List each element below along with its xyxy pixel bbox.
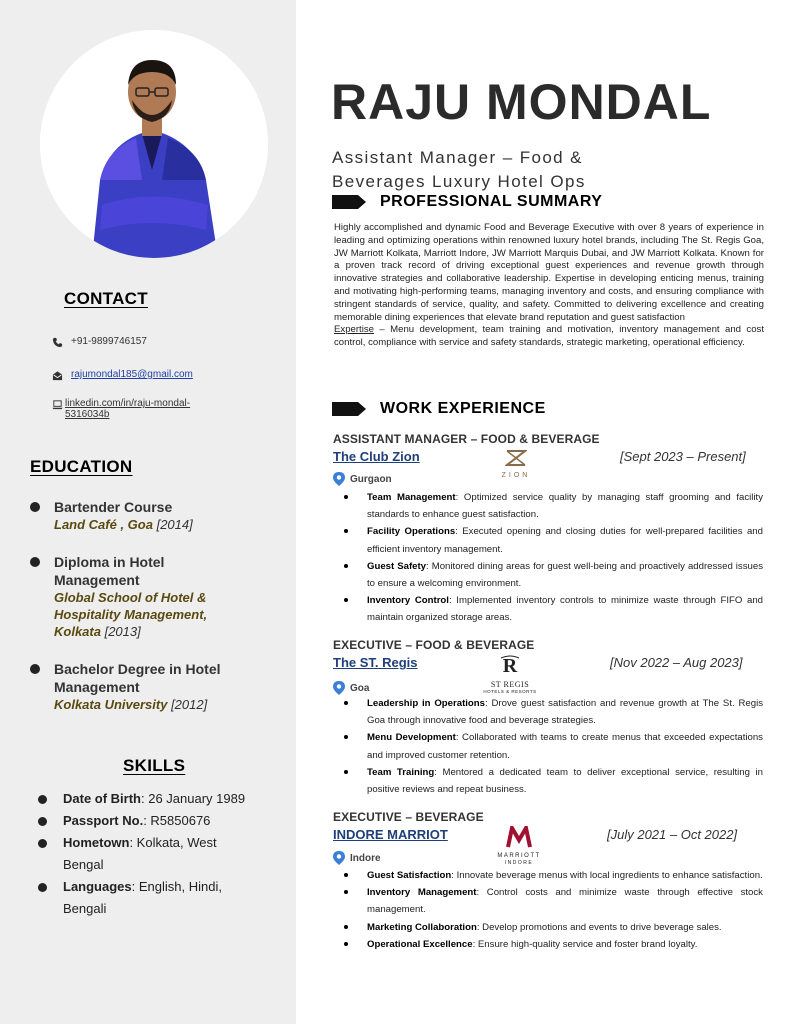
list-item: Inventory Control: Implemented inventory controls to minimize waste through FIFO and maintain organized storage areas.	[343, 592, 763, 626]
bullet-icon	[30, 557, 40, 567]
experience-heading: WORK EXPERIENCE	[332, 400, 546, 418]
email-link[interactable]: rajumondal185@gmail.com	[71, 369, 193, 380]
list-item: Facility Operations: Executed opening and closing duties for well-prepared facilities and efficient inventory management.	[343, 523, 763, 557]
list-item: Marketing Collaboration: Develop promotions and events to drive beverage sales.	[343, 919, 763, 936]
linkedin-link[interactable]: linkedin.com/in/raju-mondal-5316034b	[65, 398, 191, 420]
zion-logo-icon	[505, 450, 527, 466]
job-bullets	[343, 867, 763, 953]
phone-icon	[52, 337, 63, 348]
zion-logo: ZION	[486, 450, 546, 479]
arrow-right-icon	[332, 195, 366, 209]
expertise-label: Expertise	[334, 324, 374, 336]
skill-item: Date of Birth: 26 January 1989	[38, 788, 278, 810]
education-heading: EDUCATION	[30, 457, 133, 476]
education-institution: Land Café , Goa	[54, 517, 153, 532]
location-pin-icon	[333, 681, 345, 695]
education-title: Bartender Course	[54, 499, 173, 515]
job-location: Indore	[333, 851, 381, 865]
education-year: [2013]	[104, 624, 141, 639]
st-regis-logo: R ST REGIS HOTELS & RESORTS	[483, 655, 537, 694]
marriott-logo-icon	[506, 826, 532, 848]
education-item	[30, 660, 280, 713]
skill-item: Hometown: Kolkata, West Bengal	[38, 832, 278, 876]
job-bullets	[343, 695, 763, 798]
candidate-title: Assistant Manager – Food & Beverages Luxury Hotel Ops	[332, 148, 586, 191]
list-item: Team Management: Optimized service quality by managing staff grooming and facility standards to enhance guest satisfaction.	[343, 489, 763, 523]
location-pin-icon	[333, 851, 345, 865]
contact-phone	[52, 336, 147, 348]
mail-icon	[52, 370, 63, 381]
education-title: Bachelor Degree in Hotel Management	[54, 661, 221, 695]
contact-linkedin	[52, 398, 252, 420]
list-item: Operational Excellence: Ensure high-quality service and foster brand loyalty.	[343, 936, 763, 953]
job-dates: [Sept 2023 – Present]	[620, 449, 746, 464]
job-location: Goa	[333, 681, 369, 695]
job-role: EXECUTIVE – FOOD & BEVERAGE	[333, 638, 535, 652]
job-dates: [Nov 2022 – Aug 2023]	[610, 655, 743, 670]
laptop-icon	[52, 399, 63, 410]
list-item: Leadership in Operations: Drove guest satisfaction and revenue growth at The St. Regis Goa through innovative food and beverage strategies.	[343, 695, 763, 729]
education-institution: Kolkata University	[54, 697, 168, 712]
contact-email	[52, 369, 193, 381]
skills-heading: SKILLS	[123, 756, 186, 775]
sidebar	[0, 0, 296, 1024]
job-dates: [July 2021 – Oct 2022]	[607, 827, 738, 842]
summary-text: Highly accomplished and dynamic Food and Beverage Executive with over 8 years of experience in leading and optimizing operations within renowned luxury hotel brands, including The St. Regis Goa, JW Marriott Kolkata, Marriott Indore, JW Marriott Marquis Dubai, and JW Marriott Kolkata. Known for a proven track record of driving exceptional guest experiences and revenue growth through innovative strategies and collaborative leadership. Expertise in developing enticing menus, training and motivating high-performing teams, managing inventory and costs, and ensuring compliance with stringent standards of service, quality, and safety. Committed to delivering excellence and creating memorable dining experiences that elevate brand reputation and guest satisfaction Expertise – Menu development, team training and motivation, inventory management and cost control, compliance with service and safety standards, strategic marketing, operational efficiency.	[334, 222, 764, 349]
education-item	[30, 553, 280, 640]
company-name: INDORE MARRIOT	[333, 827, 448, 842]
education-year: [2012]	[171, 697, 208, 712]
list-item: Team Training: Mentored a dedicated team to deliver exceptional service, resulting in positive reviews and repeat business.	[343, 764, 763, 798]
svg-text:R: R	[502, 655, 518, 676]
profile-photo	[40, 30, 268, 258]
company-name: The Club Zion	[333, 449, 420, 464]
marriott-logo: MARRIOTT INDORE	[486, 826, 552, 866]
list-item: Menu Development: Collaborated with teams to create menus that exceeded expectations and improved customer retention.	[343, 729, 763, 763]
skill-item: Languages: English, Hindi, Bengali	[38, 876, 278, 920]
list-item: Inventory Management: Control costs and minimize waste through effective stock management.	[343, 884, 763, 918]
contact-heading: CONTACT	[64, 289, 148, 308]
person-portrait-icon	[40, 30, 268, 258]
bullet-icon	[30, 664, 40, 674]
phone-number: +91-9899746157	[71, 336, 147, 347]
bullet-icon	[30, 502, 40, 512]
location-pin-icon	[333, 472, 345, 486]
summary-heading: PROFESSIONAL SUMMARY	[332, 193, 602, 211]
list-item: Guest Satisfaction: Innovate beverage menus with local ingredients to enhance satisfaction.	[343, 867, 763, 884]
education-year: [2014]	[156, 517, 193, 532]
st-regis-logo-icon	[497, 654, 523, 676]
expertise-text: – Menu development, team training and motivation, inventory management and cost control, compliance with service and safety standards, strategic marketing, operational efficiency.	[334, 324, 764, 349]
education-title: Diploma in Hotel Management	[54, 554, 165, 588]
skill-item: Passport No.: R5850676	[38, 810, 278, 832]
arrow-right-icon	[332, 402, 366, 416]
job-location: Gurgaon	[333, 472, 392, 486]
education-item	[30, 498, 280, 533]
list-item: Guest Safety: Monitored dining areas for guest well-being and proactively addressed issues to ensure a welcoming environment.	[343, 558, 763, 592]
education-institution: Global School of Hotel & Hospitality Management, Kolkata	[54, 590, 208, 639]
candidate-name: RAJU MONDAL	[331, 74, 712, 130]
company-name: The ST. Regis	[333, 655, 418, 670]
job-role: EXECUTIVE – BEVERAGE	[333, 810, 484, 824]
job-bullets	[343, 489, 763, 627]
skills-list	[38, 788, 278, 920]
job-role: ASSISTANT MANAGER – FOOD & BEVERAGE	[333, 432, 600, 446]
